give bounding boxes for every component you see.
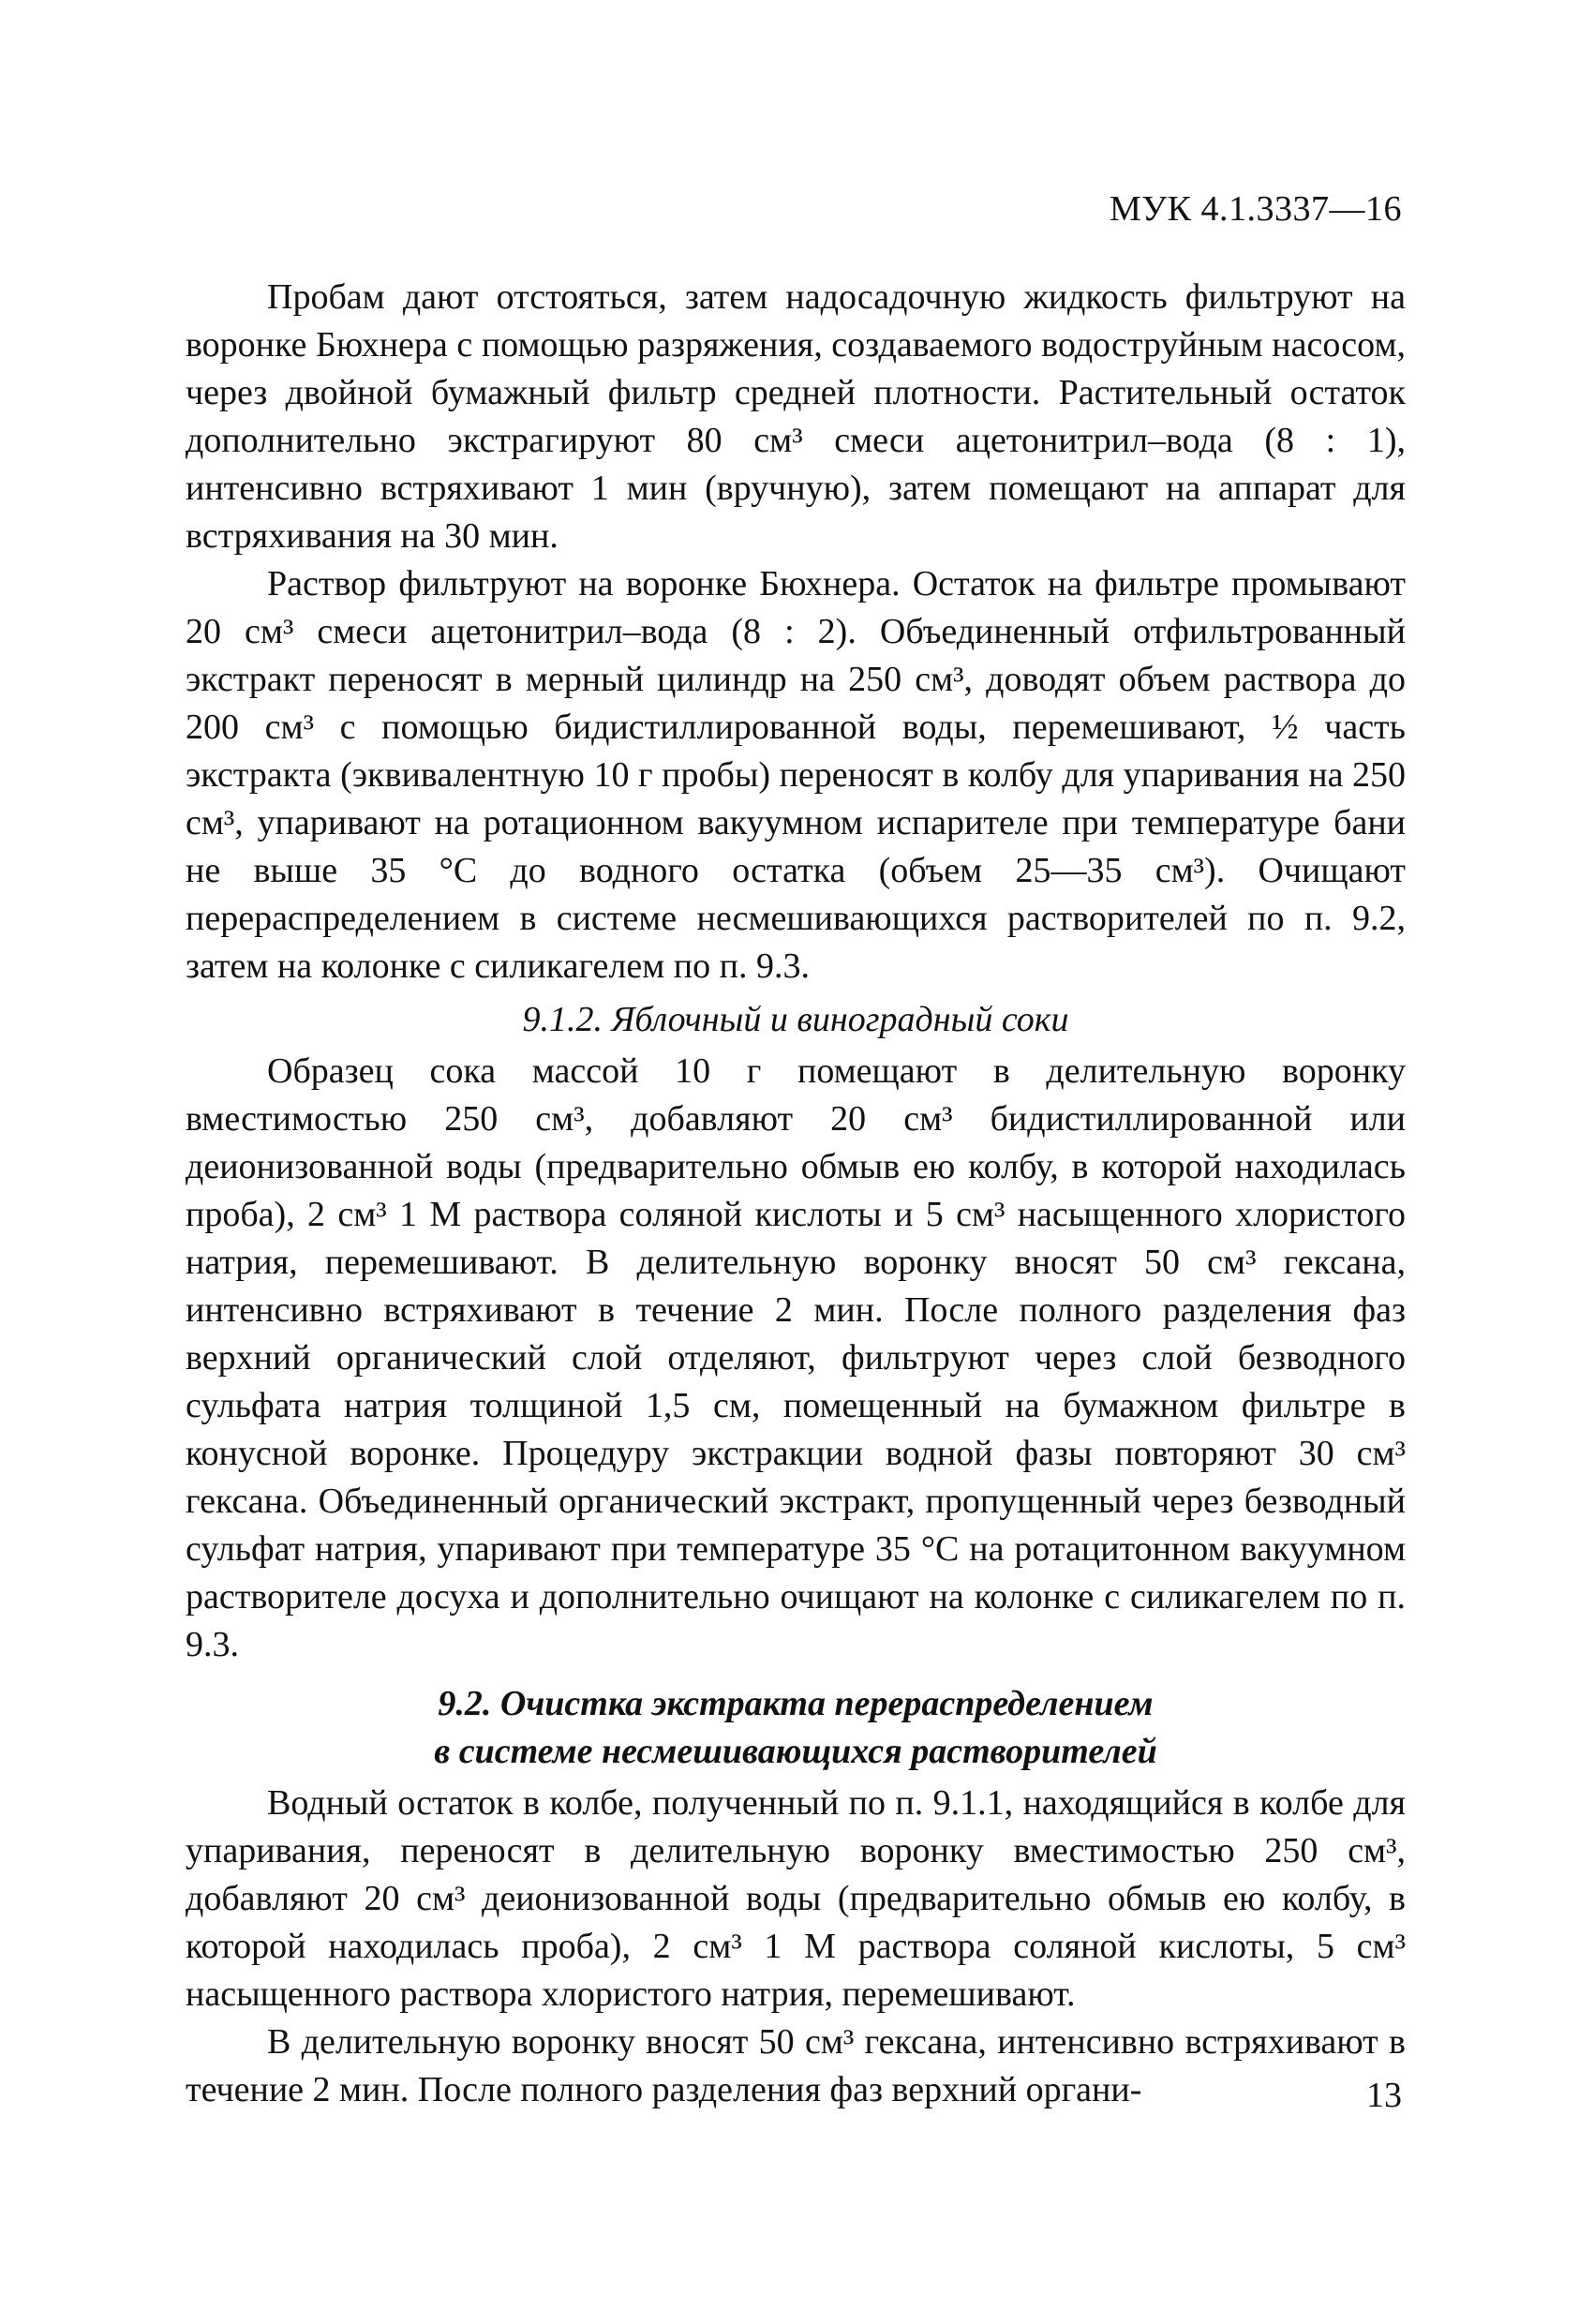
section-heading-9-1-2: 9.1.2. Яблочный и виноградный соки: [522, 1000, 1069, 1039]
paragraph-water-residue: Водный остаток в колбе, полученный по п. 9.1.1, находящийся в колбе для упаривания, переносят в делительную воронку вместимостью 250 см³, добавляют 20 см³ деионизованной воды (предварительно обмыв ею колбу, в которой находилась проба), 2 см³ 1 М раствора соляной кислоты, 5 см³ насыщенного раствора хлористого натрия, перемешивают.: [186, 1783, 1406, 2014]
section-heading-9-2: [186, 1680, 1406, 1776]
section-heading-9-2-line2: в системе несмешивающихся растворителей: [434, 1732, 1157, 1771]
section-heading-9-2-line1: 9.2. Очистка экстракта перераспределением: [438, 1684, 1154, 1723]
paragraph-settling-filtering: Пробам дают отстояться, затем надосадочную жидкость фильтруют на воронке Бюхнера с помощью разряжения, создаваемого водоструйным насосом, через двойной бумажный фильтр средней плотности. Растительный остаток дополнительно экстрагируют 80 см³ смеси ацетонитрил–вода (8 : 1), интенсивно встряхивают 1 мин (вручную), затем помещают на аппарат для встряхивания на 30 мин.: [186, 277, 1406, 556]
paragraph-buchner-filtering: Раствор фильтруют на воронке Бюхнера. Остаток на фильтре промывают 20 см³ смеси ацетонитрил–вода (8 : 2). Объединенный отфильтрованный экстракт переносят в мерный цилиндр на 250 см³, доводят объем раствора до 200 см³ с помощью бидистиллированной воды, перемешивают, ½ часть экстракта (эквивалентную 10 г пробы) переносят в колбу для упаривания на 250 см³, упаривают на ротационном вакуумном испарителе при температуре бани не выше 35 °С до водного остатка (объем 25—35 см³). Очищают перераспределением в системе несмешивающихся растворителей по п. 9.2, затем на колонке с силикагелем по п. 9.3.: [186, 564, 1406, 986]
paragraph-juice-sample: Образец сока массой 10 г помещают в делительную воронку вместимостью 250 см³, добавляют 20 см³ бидистиллированной или деионизованной воды (предварительно обмыв ею колбу, в которой находилась проба), 2 см³ 1 М раствора соляной кислоты и 5 см³ насыщенного хлористого натрия, перемешивают. В делительную воронку вносят 50 см³ гексана, интенсивно встряхивают в течение 2 мин. После полного разделения фаз верхний органический слой отделяют, фильтруют через слой безводного сульфата натрия толщиной 1,5 см, помещенный на бумажном фильтре в конусной воронке. Процедуру экстракции водной фазы повторяют 30 см³ гексана. Объединенный органический экстракт, пропущенный через безводный сульфат натрия, упаривают при температуре 35 °С на ротацитонном вакуумном растворителе досуха и дополнительно очищают на колонке с силикагелем по п. 9.3.: [186, 1051, 1406, 1664]
document-body: [186, 274, 1406, 2114]
paragraph-hexane-extraction: В делительную воронку вносят 50 см³ гексана, интенсивно встряхивают в течение 2 мин. После полного разделения фаз верхний органи-: [186, 2022, 1406, 2109]
page-number: 13: [1366, 2076, 1402, 2115]
document-code-header: МУК 4.1.3337—16: [1109, 189, 1402, 229]
